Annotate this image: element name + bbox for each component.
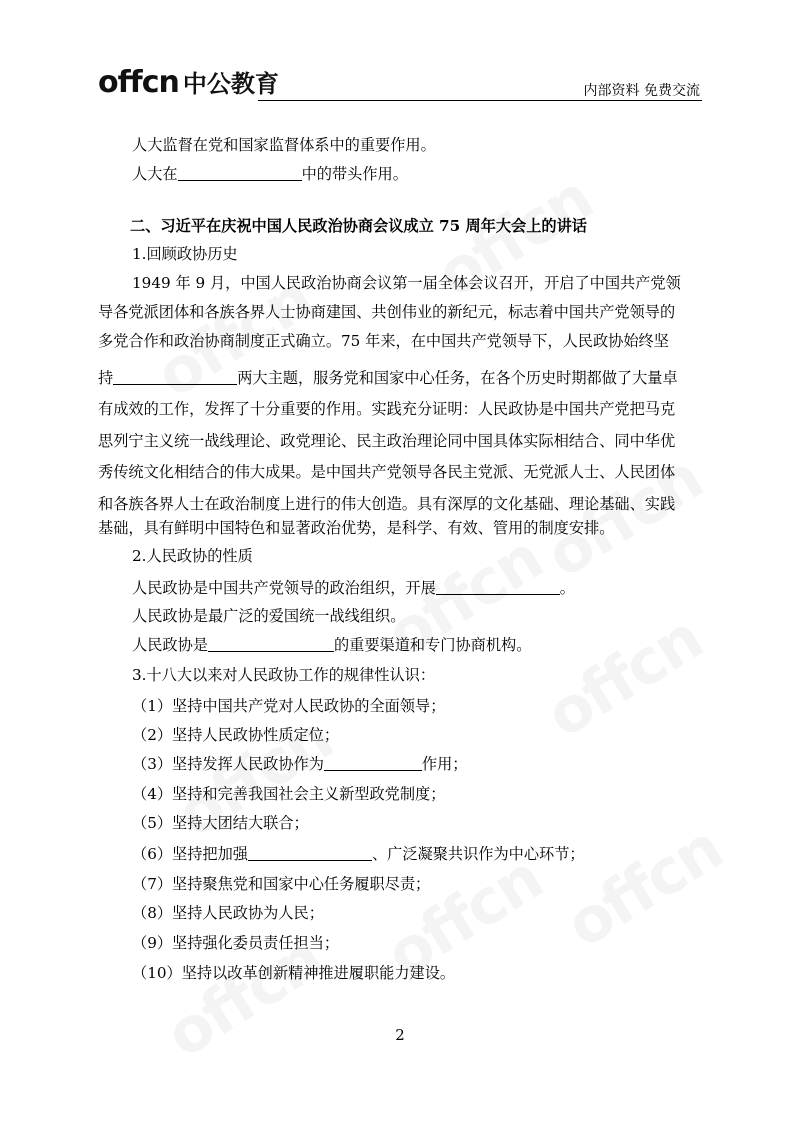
header-divider	[258, 100, 702, 101]
text-line: 思列宁主义统一战线理论、政党理论、民主政治理论同中国具体实际相结合、同中华优	[98, 432, 676, 450]
text-line: 基础，具有鲜明中国特色和显著政治优势，是科学、有效、管用的制度安排。	[98, 519, 615, 537]
text-line: 持 两大主题，服务党和国家中心任务，在各个历史时期都做了大量卓	[98, 369, 678, 387]
list-item: （6）坚持把加强 、广泛凝聚共识作为中心环节；	[132, 845, 585, 863]
text-line: 人民政协是最广泛的爱国统一战线组织。	[132, 607, 406, 625]
fill-blank	[113, 370, 237, 385]
page-header	[98, 62, 702, 102]
text-line: 1949 年 9 月，中国人民政治协商会议第一届全体会议召开，开启了中国共产党领	[132, 274, 681, 292]
fill-blank	[436, 580, 560, 595]
list-item: （5）坚持大团结大联合；	[132, 814, 309, 832]
watermark	[533, 601, 714, 752]
list-item: （10）坚持以改革创新精神推进履职能力建设。	[132, 964, 456, 982]
section-heading: 二、习近平在庆祝中国人民政治协商会议成立 75 周年大会上的讲话	[130, 217, 587, 235]
list-item: （8）坚持人民政协为人民；	[132, 904, 324, 922]
fill-blank	[178, 166, 302, 181]
fill-blank	[208, 637, 334, 652]
offcn-logo	[98, 64, 279, 100]
list-item: （9）坚持强化委员责任担当；	[132, 934, 340, 952]
subheading: 3.十八大以来对人民政协工作的规律性认识：	[132, 666, 436, 684]
logo-text-cn: 中公教育	[182, 70, 279, 98]
list-item: （7）坚持聚焦党和国家中心任务履职尽责；	[132, 875, 431, 893]
text-line: 人大监督在党和国家监督体系中的重要作用。	[132, 136, 436, 154]
text-line: 秀传统文化相结合的伟大成果。是中国共产党领导各民主党派、无党派人士、人民团体	[98, 463, 676, 481]
subheading: 2.人民政协的性质	[132, 547, 253, 565]
list-item: （3）坚持发挥人民政协作为 作用；	[132, 755, 468, 773]
list-item: （1）坚持中国共产党对人民政协的全面领导；	[132, 697, 446, 715]
list-item: （2）坚持人民政协性质定位；	[132, 726, 340, 744]
watermark	[553, 811, 734, 962]
text-line: 和各族各界人士在政治制度上进行的伟大创造。具有深厚的文化基础、理论基础、实践	[98, 495, 676, 513]
text-line: 人大在 中的带头作用。	[132, 165, 408, 183]
logo-text-en: offcn	[98, 65, 179, 100]
text-line: 有成效的工作，发挥了十分重要的作用。实践充分证明：人民政协是中国共产党把马克	[98, 400, 676, 418]
text-line: 人民政协是 的重要渠道和专门协商机构。	[132, 636, 532, 654]
fill-blank	[324, 756, 422, 771]
header-note: 内部资料 免费交流	[583, 83, 700, 99]
fill-blank	[248, 846, 372, 861]
text-line: 导各党派团体和各族各界人士协商建国、共创伟业的新纪元，标志着中国共产党领导的	[98, 303, 676, 321]
text-line: 人民政协是中国共产党领导的政治组织，开展 。	[132, 579, 575, 597]
text-line: 多党合作和政治协商制度正式确立。75 年来，在中国共产党领导下，人民政协始终坚	[98, 332, 669, 350]
page-number: 2	[395, 1026, 405, 1044]
list-item: （4）坚持和完善我国社会主义新型政党制度；	[132, 785, 446, 803]
subheading: 1.回顾政协历史	[132, 245, 238, 263]
